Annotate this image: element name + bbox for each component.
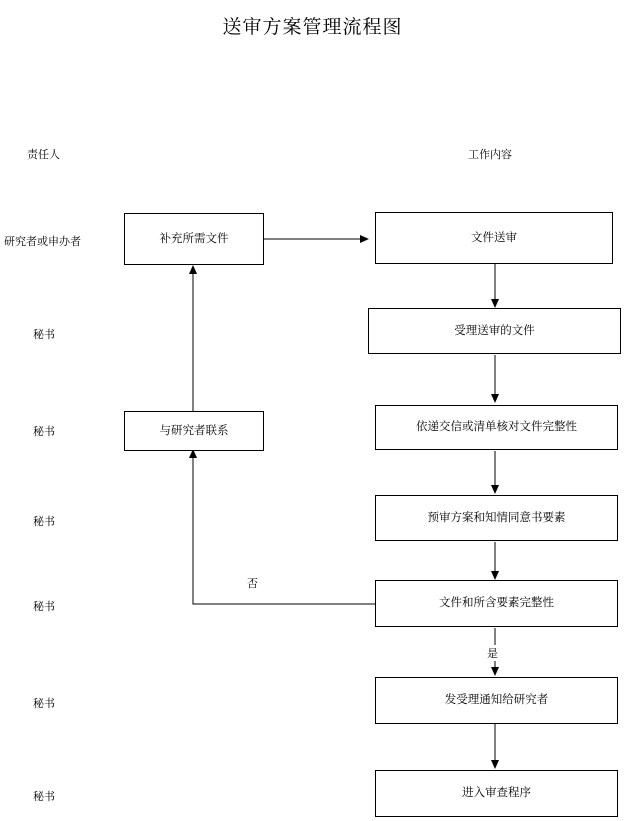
node-contact-researcher[interactable]: 与研究者联系 bbox=[124, 411, 264, 451]
edge-label-no: 否 bbox=[245, 575, 260, 591]
role-label-0: 研究者或申办者 bbox=[4, 236, 81, 248]
role-label-2: 秘书 bbox=[33, 426, 55, 438]
node-supplement-files[interactable]: 补充所需文件 bbox=[124, 213, 264, 265]
role-label-4: 秘书 bbox=[33, 601, 55, 613]
node-enter-review[interactable]: 进入审查程序 bbox=[375, 770, 618, 817]
node-elements-complete[interactable]: 文件和所含要素完整性 bbox=[375, 580, 618, 627]
node-pre-review[interactable]: 预审方案和知情同意书要素 bbox=[375, 495, 618, 541]
role-label-1: 秘书 bbox=[33, 329, 55, 341]
edge-label-yes: 是 bbox=[485, 645, 500, 661]
node-notify-researcher[interactable]: 发受理通知给研究者 bbox=[375, 677, 618, 724]
node-submit-files[interactable]: 文件送审 bbox=[375, 212, 613, 264]
role-label-6: 秘书 bbox=[33, 791, 55, 803]
column-header-responsible: 责任人 bbox=[27, 149, 60, 161]
column-header-content: 工作内容 bbox=[468, 149, 512, 161]
node-check-completeness[interactable]: 依递交信或清单核对文件完整性 bbox=[375, 405, 618, 450]
page-title: 送审方案管理流程图 bbox=[222, 17, 403, 38]
role-label-5: 秘书 bbox=[33, 698, 55, 710]
node-accept-files[interactable]: 受理送审的文件 bbox=[368, 308, 621, 354]
role-label-3: 秘书 bbox=[33, 516, 55, 528]
